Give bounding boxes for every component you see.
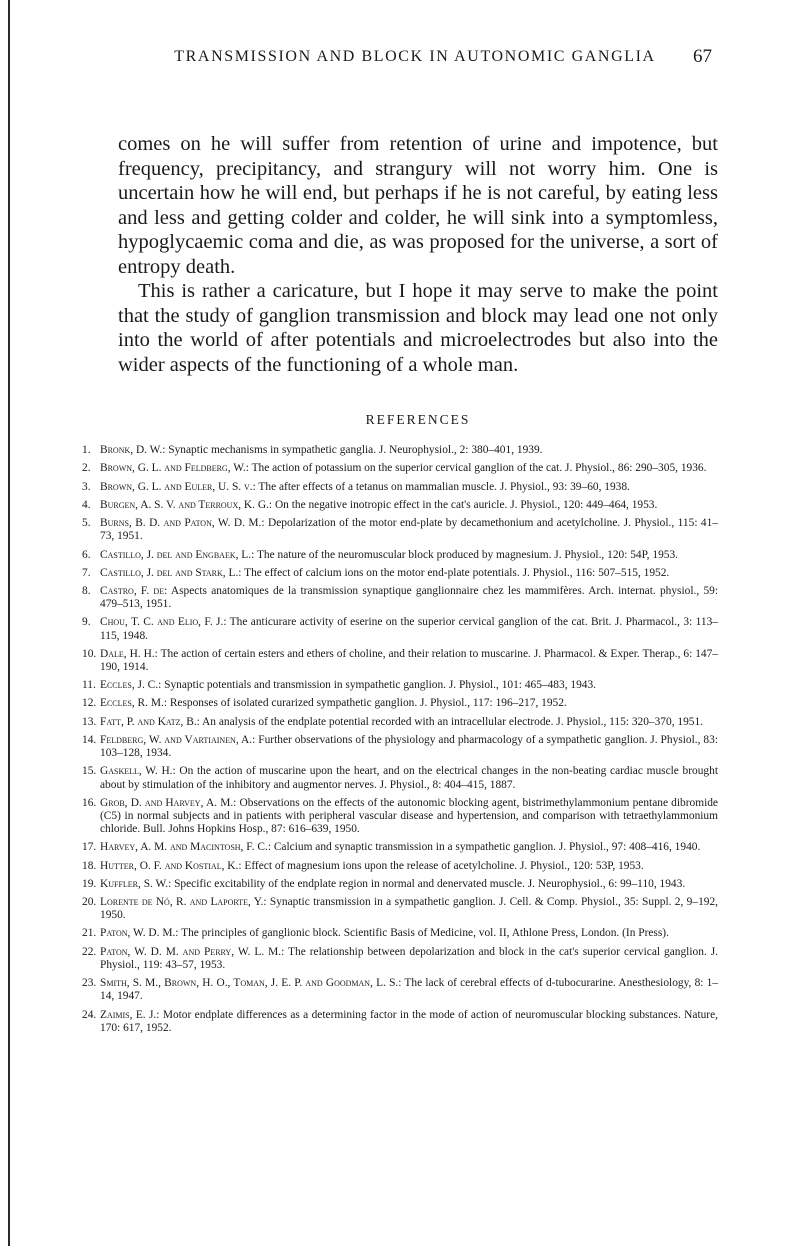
reference-citation: Depolarization of the motor end-plate by decamethonium and acetylcholine. J. Physiol., 115: 41–73, 1951. [100,517,719,543]
reference-authors: Grob, D. and Harvey, A. M.: [100,796,237,809]
reference-item [82,765,718,791]
reference-item [82,946,718,972]
reference-number: 22. [82,945,97,958]
reference-authors: Kuffler, S. W.: [100,877,172,890]
reference-authors: Bronk, D. W.: [100,444,166,456]
reference-authors: Smith, S. M., Brown, H. O., Toman, J. E. P. and Goodman, L. S.: [100,977,402,990]
reference-number: 1. [82,444,91,456]
reference-item [82,697,718,710]
reference-authors: Castillo, J. del and Stark, L.: [100,566,242,579]
reference-authors: Chou, T. C. and Elio, F. J.: [100,616,227,629]
reference-citation: Responses of isolated curarized sympathetic ganglion. J. Physiol., 117: 196–217, 1952. [166,697,567,710]
reference-number: 13. [82,715,97,728]
reference-item [82,841,718,854]
reference-number: 7. [82,566,91,579]
reference-citation: The action of potassium on the superior cervical ganglion of the cat. J. Physiol., 86: 290–305, 1936. [248,462,707,475]
reference-item [82,462,718,475]
reference-citation: Observations on the effects of the autonomic blocking agent, bistrimethylammonium pentane dibromide (C5) in normal subjects and in patients with peripheral vascular disease and hypertension, and comparison with tetraethylammonium chloride. Bull. Johns Hopkins Hosp., 87: 616–639, 1950. [100,796,718,835]
reference-citation: The anticurare activity of eserine on the superior cervical ganglion of the cat. Brit. J. Pharmacol., 3: 113–115, 1948. [100,616,718,642]
reference-number: 20. [82,896,97,909]
reference-item [82,797,718,836]
reference-number: 15. [82,765,97,778]
reference-item [82,517,718,543]
reference-number: 14. [82,734,97,747]
reference-number: 17. [82,841,97,854]
reference-number: 19. [82,877,97,890]
reference-citation: The after effects of a tetanus on mammalian muscle. J. Physiol., 93: 39–60, 1938. [255,480,630,493]
reference-item [82,896,718,922]
reference-item [82,616,718,642]
reference-authors: Dale, H. H.: [100,647,158,660]
reference-citation: The nature of the neuromuscular block produced by magnesium. J. Physiol., 120: 54P, 1953. [254,548,679,561]
reference-authors: Burns, B. D. and Paton, W. D. M.: [100,517,265,530]
reference-number: 4. [82,498,91,511]
reference-citation: The relationship between depolarization and block in the cat's superior cervical ganglion. J. Physiol., 119: 43–57, 1953. [100,945,718,971]
reference-citation: Specific excitability of the endplate region in normal and denervated muscle. J. Neurophysiol., 6: 99–110, 1943. [171,877,686,890]
reference-citation: Synaptic potentials and transmission in sympathetic ganglion. J. Physiol., 101: 465–483, 1943. [161,679,597,692]
reference-number: 8. [82,585,91,598]
reference-item [82,549,718,562]
reference-item [82,481,718,494]
reference-item [82,734,718,760]
reference-authors: Castillo, J. del and Engbaek, L.: [100,548,255,561]
reference-citation: Effect of magnesium ions upon the release of acetylcholine. J. Physiol., 120: 53P, 1953. [241,859,644,872]
reference-citation: The lack of cerebral effects of d-tubocurarine. Anesthesiology, 8: 1–14, 1947. [100,977,718,1003]
reference-authors: Gaskell, W. H.: [100,765,176,778]
reference-number: 16. [82,796,97,809]
reference-number: 18. [82,859,97,872]
reference-authors: Paton, W. D. M. and Perry, W. L. M.: [100,945,285,958]
reference-citation: Calcium and synaptic transmission in a sympathetic ganglion. J. Physiol., 97: 408–416, 1940. [270,841,701,854]
reference-number: 2. [82,462,91,475]
reference-citation: The effect of calcium ions on the motor end-plate potentials. J. Physiol., 116: 507–515, 1952. [241,566,670,579]
reference-citation: The action of certain esters and ethers of choline, and their relation to muscarine. J. Pharmacol. & Exper. Therap., 6: 147–190, 1914. [100,647,718,673]
reference-citation: The principles of ganglionic block. Scientific Basis of Medicine, vol. II, Athlone Press, London. (In Press). [178,927,669,940]
reference-authors: Eccles, J. C.: [100,679,162,692]
reference-authors: Lorente de Nó, R. and Laporte, Y.: [100,896,267,909]
reference-citation: Synaptic transmission in a sympathetic ganglion. J. Cell. & Comp. Physiol., 35: Suppl. 2, 9–192, 1950. [100,896,719,922]
reference-authors: Paton, W. D. M.: [100,927,179,940]
reference-item [82,878,718,891]
reference-number: 3. [82,480,91,493]
reference-item [82,648,718,674]
reference-item [82,567,718,580]
reference-authors: Harvey, A. M. and Macintosh, F. C.: [100,841,271,854]
reference-item [82,1009,718,1035]
reference-citation: On the negative inotropic effect in the cat's auricle. J. Physiol., 120: 449–464, 1953. [272,498,658,511]
body-paragraph: This is rather a caricature, but I hope it may serve to make the point that the study of ganglion transmission and block may lead one not only into the world of after potentials and microelectrodes but also into the wider aspects of the functioning of a whole man. [118,280,718,376]
reference-citation: An analysis of the endplate potential recorded with an intracellular electrode. J. Physiol., 115: 320–370, 1951. [199,715,704,728]
reference-authors: Burgen, A. S. V. and Terroux, K. G.: [100,498,273,511]
binding-edge-rule [8,0,10,1246]
running-title: TRANSMISSION AND BLOCK IN AUTONOMIC GANGLIA [174,48,656,65]
reference-item [82,585,718,611]
references-heading: REFERENCES [365,412,471,427]
reference-citation: Motor endplate differences as a determining factor in the mode of action of neuromuscular blocking substances. Nature, 170: 617, 1952. [100,1008,718,1034]
reference-number: 6. [82,548,91,561]
reference-number: 12. [82,697,97,710]
reference-item [82,977,718,1003]
reference-number: 9. [82,616,91,629]
reference-authors: Brown, G. L. and Feldberg, W.: [100,462,249,475]
reference-authors: Feldberg, W. and Vartiainen, A.: [100,734,256,747]
reference-item [82,679,718,692]
page-number: 67 [693,46,712,67]
reference-citation: Aspects anatomiques de la transmission synaptique ganglionnaire chez les mammifères. Arch. internat. physiol., 59: 479–513, 1951. [100,585,719,611]
reference-authors: Zaimis, E. J.: [100,1008,160,1021]
body-text [118,132,718,377]
reference-citation: Synaptic mechanisms in sympathetic ganglia. J. Neurophysiol., 2: 380–401, 1939. [165,444,543,456]
reference-number: 11. [82,679,96,692]
reference-citation: Further observations of the physiology and pharmacology of a sympathetic ganglion. J. Physiol., 83: 103–128, 1934. [100,734,718,760]
reference-number: 24. [82,1008,97,1021]
reference-number: 5. [82,517,91,530]
reference-item [82,927,718,940]
reference-number: 23. [82,977,97,990]
reference-item [82,444,718,457]
reference-authors: Hutter, O. F. and Kostial, K.: [100,859,242,872]
reference-authors: Eccles, R. M.: [100,697,167,710]
reference-number: 21. [82,927,97,940]
reference-authors: Brown, G. L. and Euler, U. S. v.: [100,480,256,493]
body-paragraph: comes on he will suffer from retention of urine and impotence, but frequency, precipitancy, and strangury will not worry him. One is uncertain how he will end, but perhaps if he is not careful, by eating less and less and getting colder and colder, he will sink into a symptomless, hypoglycaemic coma and die, as was proposed for the universe, a sort of entropy death. [118,133,718,278]
reference-list [82,444,718,1040]
reference-number: 10. [82,647,97,660]
reference-authors: Fatt, P. and Katz, B.: [100,715,200,728]
reference-item [82,716,718,729]
reference-item [82,499,718,512]
reference-authors: Castro, F. de: [100,585,168,598]
reference-citation: On the action of muscarine upon the heart, and on the electrical changes in the non-beating cardiac muscle brought about by stimulation of the inhibitory and augmentor nerves. J. Physiol., 8: 404–415, 1887. [100,765,718,791]
reference-item [82,860,718,873]
